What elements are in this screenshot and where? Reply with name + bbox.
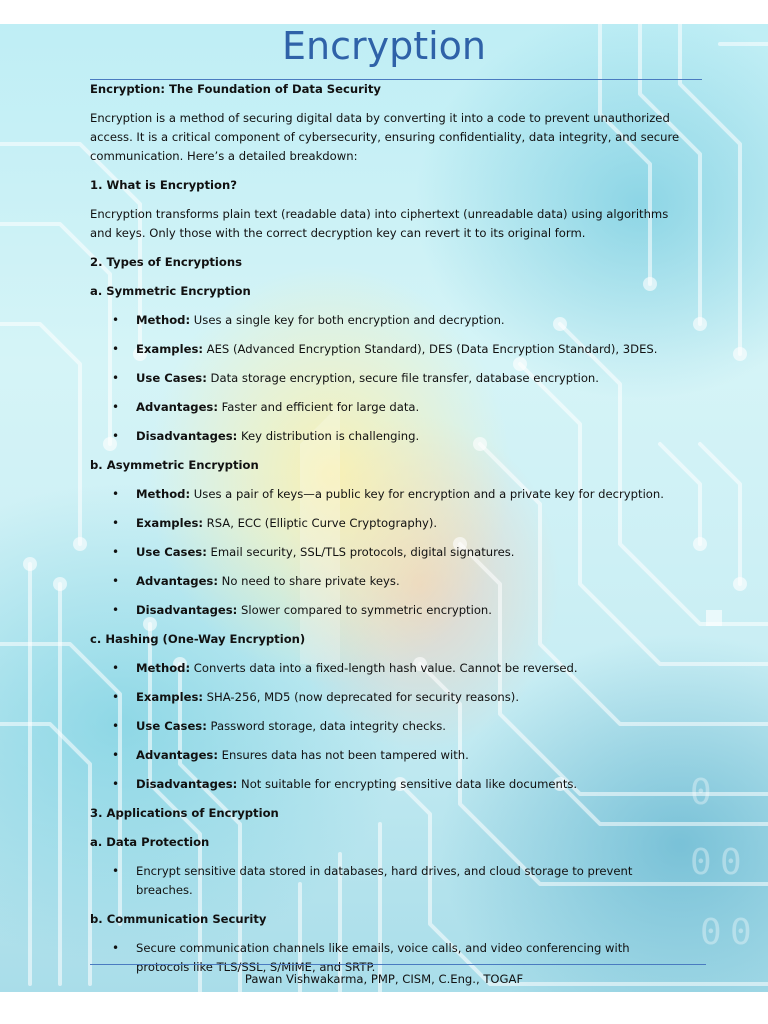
document-body xyxy=(90,74,680,977)
asymmetric-heading: b. Asymmetric Encryption xyxy=(90,458,259,472)
list-item: • Advantages: Faster and efficient for large data. xyxy=(90,398,680,417)
list-item: • Examples: RSA, ECC (Elliptic Curve Cryptography). xyxy=(90,514,680,533)
list-item: • Method: Uses a pair of keys—a public key for encryption and a private key for decryption. xyxy=(90,485,680,504)
list-item: • Method: Uses a single key for both encryption and decryption. xyxy=(90,311,680,330)
list-item: • Use Cases: Data storage encryption, secure file transfer, database encryption. xyxy=(90,369,680,388)
list-item: • Use Cases: Password storage, data integrity checks. xyxy=(90,717,680,736)
svg-text:0: 0 xyxy=(690,842,712,883)
section-1-heading: 1. What is Encryption? xyxy=(90,178,237,192)
symmetric-heading: a. Symmetric Encryption xyxy=(90,284,251,298)
section-2-heading: 2. Types of Encryptions xyxy=(90,255,242,269)
footer-divider xyxy=(90,964,706,965)
list-item: • Method: Converts data into a fixed-length hash value. Cannot be reversed. xyxy=(90,659,680,678)
list-item: • Examples: SHA-256, MD5 (now deprecated for security reasons). xyxy=(90,688,680,707)
list-item: • Examples: AES (Advanced Encryption Standard), DES (Data Encryption Standard), 3DES. xyxy=(90,340,680,359)
svg-text:0: 0 xyxy=(690,772,712,813)
list-item: • Disadvantages: Not suitable for encrypting sensitive data like documents. xyxy=(90,775,680,794)
document-title: Encryption xyxy=(281,24,486,68)
list-item: • Disadvantages: Slower compared to symmetric encryption. xyxy=(90,601,680,620)
data-protection-heading: a. Data Protection xyxy=(90,835,210,849)
svg-text:0: 0 xyxy=(720,842,742,883)
list-item: • Encrypt sensitive data stored in databases, hard drives, and cloud storage to prevent breaches. xyxy=(90,862,680,900)
document-footer: Pawan Vishwakarma, PMP, CISM, C.Eng., TOGAF xyxy=(244,972,524,986)
document-heading: Encryption: The Foundation of Data Security xyxy=(90,82,381,96)
list-item: • Use Cases: Email security, SSL/TLS protocols, digital signatures. xyxy=(90,543,680,562)
list-item: • Disadvantages: Key distribution is challenging. xyxy=(90,427,680,446)
section-3-heading: 3. Applications of Encryption xyxy=(90,806,279,820)
section-1-text: Encryption transforms plain text (readable data) into ciphertext (unreadable data) using algorithms and keys. Only those with the correct decryption key can revert it to its original form. xyxy=(90,207,669,240)
list-item: • Secure communication channels like emails, voice calls, and video conferencing with protocols like TLS/SSL, S/MIME, and SRTP. xyxy=(90,939,680,977)
svg-text:0: 0 xyxy=(730,912,752,953)
list-item: • Advantages: Ensures data has not been tampered with. xyxy=(90,746,680,765)
hashing-heading: c. Hashing (One-Way Encryption) xyxy=(90,632,306,646)
svg-text:0: 0 xyxy=(700,912,722,953)
document-page xyxy=(0,24,768,992)
intro-paragraph: Encryption is a method of securing digital data by converting it into a code to prevent unauthorized access. It is a critical component of cybersecurity, ensuring confidentiality, data integrity, and secure communication. Here’s a detailed breakdown: xyxy=(90,111,680,163)
list-item: • Advantages: No need to share private keys. xyxy=(90,572,680,591)
communication-security-heading: b. Communication Security xyxy=(90,912,267,926)
